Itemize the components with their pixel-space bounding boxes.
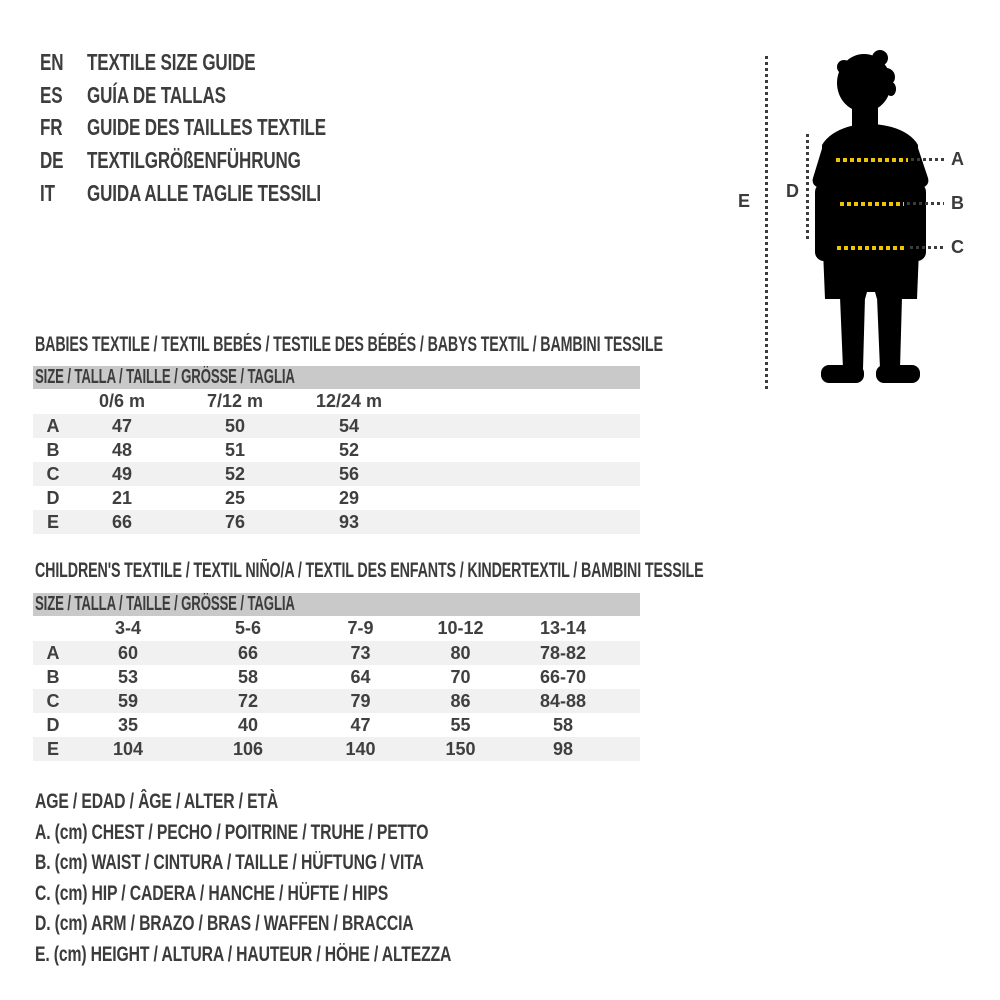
shorts-shape	[823, 250, 919, 299]
language-row-en	[40, 46, 410, 79]
chest-measure-line	[836, 158, 908, 162]
waist-measure-line	[840, 202, 904, 206]
column-header: 7/12 m	[171, 389, 299, 414]
language-row-fr	[40, 111, 410, 144]
column-header: 13-14	[513, 616, 613, 641]
language-code: IT	[40, 179, 55, 206]
column-header: 0/6 m	[73, 389, 171, 414]
size-header-bar	[33, 366, 640, 389]
table-row: E 66 76 93	[33, 510, 640, 534]
language-title: TEXTILGRÖßENFÜHRUNG	[87, 146, 301, 173]
column-header: 3-4	[73, 616, 183, 641]
column-header: 10-12	[408, 616, 513, 641]
height-measure-line	[765, 56, 768, 392]
hip-measure-line-extension	[910, 246, 944, 249]
language-title: GUÍA DE TALLAS	[87, 81, 226, 108]
table-row: C 59 72 79 86 84-88	[33, 689, 640, 713]
language-code: EN	[40, 48, 64, 75]
ear-shape	[886, 82, 896, 96]
hip-measure-line	[837, 246, 907, 250]
left-leg-shape	[840, 297, 865, 369]
children-size-table	[33, 593, 640, 761]
left-arm-shape	[815, 183, 834, 261]
language-title: GUIDA ALLE TAGLIE TESSILI	[87, 179, 321, 206]
language-row-it	[40, 177, 410, 210]
language-code: DE	[40, 146, 64, 173]
table-row: A 47 50 54	[33, 414, 640, 438]
language-title-list	[40, 46, 410, 209]
language-code: FR	[40, 114, 63, 141]
arm-measure-line	[806, 134, 809, 242]
children-column-header-row	[33, 616, 640, 641]
table-row: B 48 51 52	[46, 439, 360, 460]
babies-section-heading: BABIES TEXTILE / TEXTIL BEBÉS / TESTILE DES BÉBÉS / BABYS TEXTIL / BAMBINI TESSILE	[35, 333, 663, 356]
babies-column-header-row	[33, 389, 640, 414]
table-row: E 104 106 140 150 98	[33, 737, 640, 761]
right-leg-shape	[877, 297, 902, 369]
measurement-legend	[35, 787, 590, 970]
table-row: D 35 40 47 55 58	[46, 714, 574, 735]
legend-hip: C. (cm) HIP / CADERA / HANCHE / HÜFTE / HIPS	[35, 881, 389, 905]
language-title: TEXTILE SIZE GUIDE	[87, 48, 256, 75]
waist-measure-line-extension	[907, 202, 944, 205]
right-arm-shape	[907, 183, 926, 261]
legend-chest: A. (cm) CHEST / PECHO / POITRINE / TRUHE / PETTO	[35, 820, 429, 844]
language-title: GUIDE DES TAILLES TEXTILE	[87, 114, 327, 141]
table-row: C 49 52 56	[33, 462, 640, 486]
chest-label: A	[951, 149, 964, 169]
chest-measure-line-extension	[911, 158, 945, 161]
children-section-heading: CHILDREN'S TEXTILE / TEXTIL NIÑO/A / TEXTIL DES ENFANTS / KINDERTEXTIL / BAMBINI TESSILE	[35, 559, 704, 582]
size-header-text: SIZE / TALLA / TAILLE / GRÖSSE / TAGLIA	[34, 593, 295, 615]
column-header: 7-9	[313, 616, 408, 641]
child-silhouette	[812, 45, 930, 390]
table-row: D 21 25 29	[46, 487, 360, 508]
size-header-text: SIZE / TALLA / TAILLE / GRÖSSE / TAGLIA	[34, 366, 295, 388]
babies-size-table	[33, 366, 640, 534]
language-row-de	[40, 144, 410, 177]
size-header-bar	[33, 593, 640, 616]
left-shoe-shape	[821, 365, 864, 383]
hip-label: C	[951, 237, 964, 257]
height-label: E	[738, 191, 751, 211]
column-header: 5-6	[183, 616, 313, 641]
legend-age: AGE / EDAD / ÂGE / ALTER / ETÀ	[35, 790, 279, 814]
language-code: ES	[40, 81, 63, 108]
waist-label: B	[951, 193, 964, 213]
table-row: A 60 66 73 80 78-82	[33, 641, 640, 665]
language-row-es	[40, 79, 410, 112]
legend-arm: D. (cm) ARM / BRAZO / BRAS / WAFFEN / BRACCIA	[35, 912, 414, 936]
legend-height: E. (cm) HEIGHT / ALTURA / HAUTEUR / HÖHE / ALTEZZA	[35, 942, 452, 966]
right-shoe-shape	[876, 365, 920, 383]
table-row: B 53 58 64 70 66-70	[46, 666, 587, 687]
legend-waist: B. (cm) WAIST / CINTURA / TAILLE / HÜFTUNG / VITA	[35, 851, 424, 875]
column-header: 12/24 m	[299, 389, 399, 414]
arm-label: D	[786, 181, 799, 201]
